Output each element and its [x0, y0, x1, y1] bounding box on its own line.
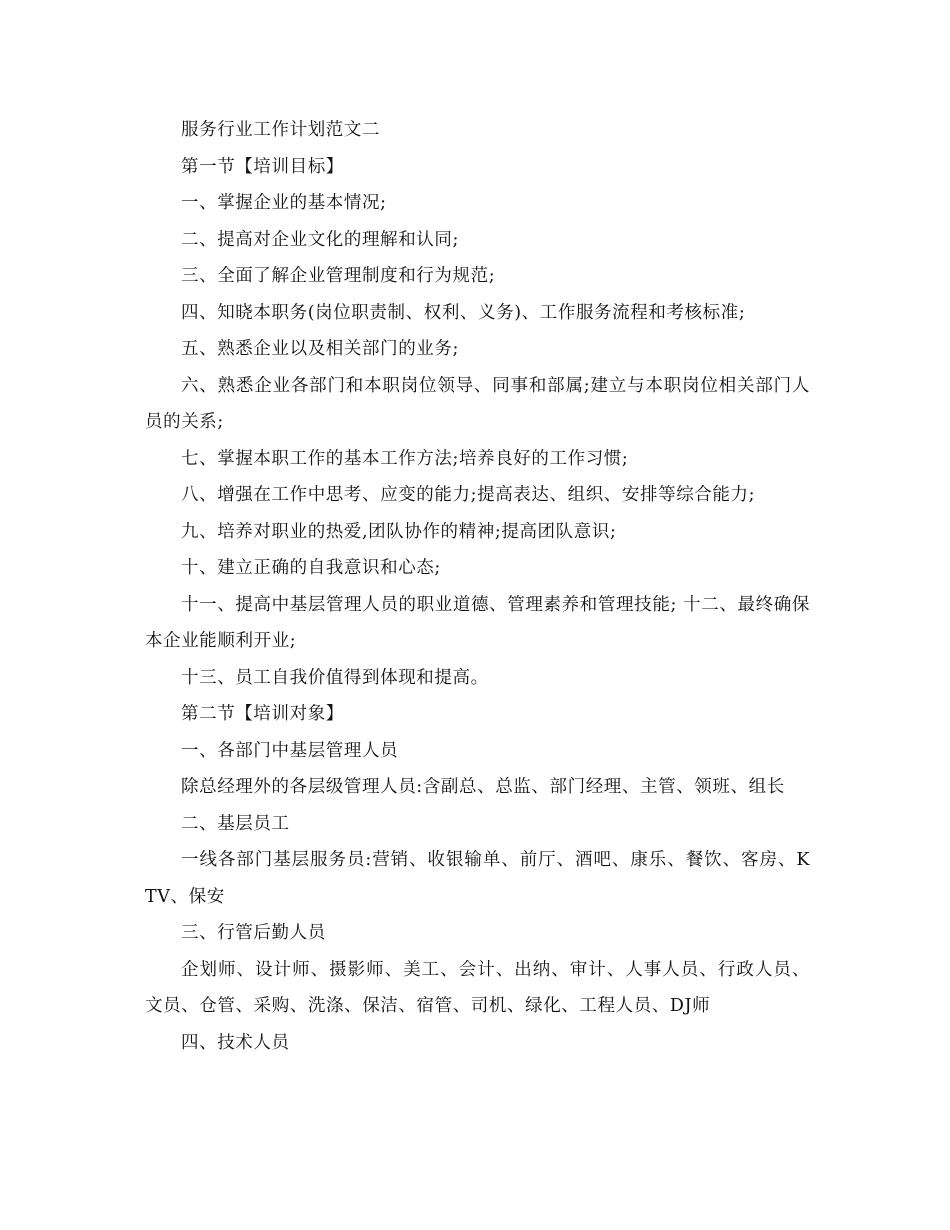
subsection-heading: 一、各部门中基层管理人员: [181, 740, 399, 761]
list-item: 一、掌握企业的基本情况;: [181, 193, 387, 213]
section-heading: 第二节【培训对象】: [181, 704, 344, 724]
subsection-heading: 二、基层员工: [181, 813, 290, 834]
list-item: 十一、提高中基层管理人员的职业道德、管理素养和管理技能; 十二、最终确保本企业能顺利开业;: [145, 594, 810, 651]
list-item: 二、提高对企业文化的理解和认同;: [181, 229, 459, 250]
document-title: 服务行业工作计划范文二: [181, 120, 381, 140]
list-item: 九、培养对职业的热爱,团队协作的精神;提高团队意识;: [181, 521, 617, 542]
list-item: 七、掌握本职工作的基本工作方法;培养良好的工作习惯;: [181, 448, 629, 469]
document-body: [145, 112, 810, 1061]
subsection-heading: 三、行管后勤人员: [181, 923, 326, 943]
list-item: 八、增强在工作中思考、应变的能力;提高表达、组织、安排等综合能力;: [181, 485, 756, 505]
list-item: 十三、员工自我价值得到体现和提高。: [181, 667, 489, 688]
list-item: 六、熟悉企业各部门和本职岗位领导、同事和部属;建立与本职岗位相关部门人员的关系;: [145, 375, 810, 432]
list-item: 五、熟悉企业以及相关部门的业务;: [181, 339, 459, 359]
list-item: 十、建立正确的自我意识和心态;: [181, 558, 441, 578]
body-paragraph: 除总经理外的各层级管理人员:含副总、总监、部门经理、主管、领班、组长: [181, 777, 785, 797]
list-item: 四、知晓本职务(岗位职责制、权利、义务)、工作服务流程和考核标准;: [181, 302, 746, 323]
subsection-heading: 四、技术人员: [181, 1032, 290, 1053]
list-item: 三、全面了解企业管理制度和行为规范;: [181, 266, 496, 286]
body-paragraph: 企划师、设计师、摄影师、美工、会计、出纳、审计、人事人员、行政人员、文员、仓管、采购、洗涤、保洁、宿管、司机、绿化、工程人员、DJ师: [145, 959, 810, 1016]
body-paragraph: 一线各部门基层服务员:营销、收银输单、前厅、酒吧、康乐、餐饮、客房、KTV、保安: [145, 850, 810, 907]
section-heading: 第一节【培训目标】: [181, 156, 344, 177]
